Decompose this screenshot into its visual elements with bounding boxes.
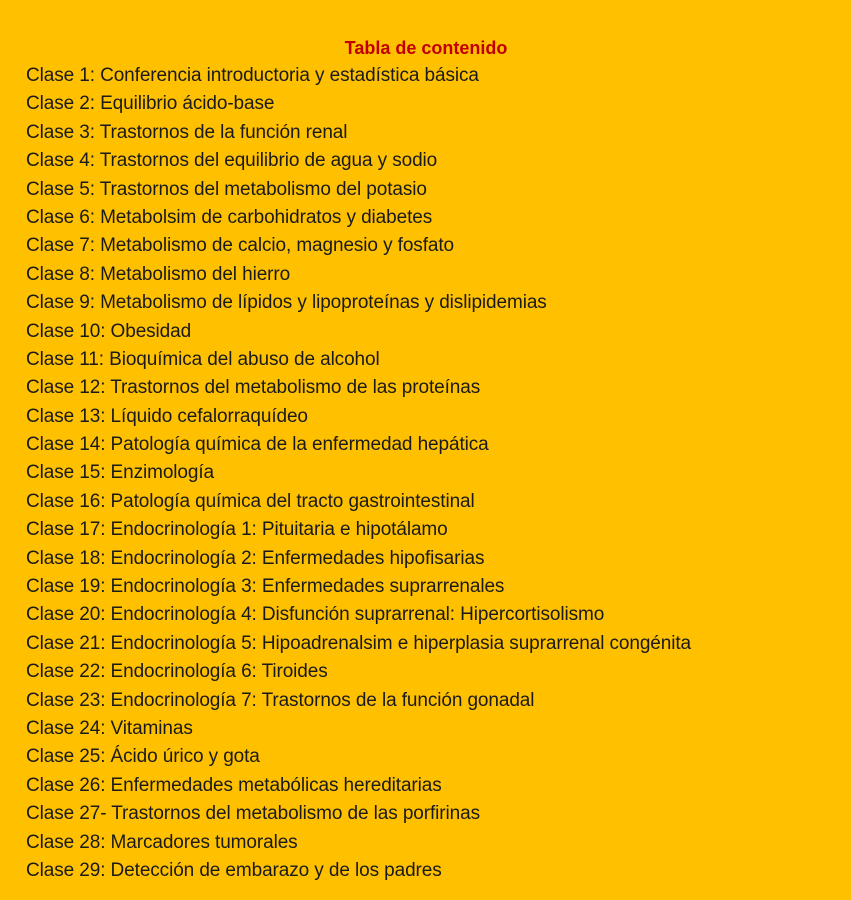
toc-entry-4: Clase 4: Trastornos del equilibrio de agua y sodio xyxy=(26,150,438,172)
toc-entry-15: Clase 15: Enzimología xyxy=(26,462,215,484)
toc-entry-21: Clase 21: Endocrinología 5: Hipoadrenalsim e hiperplasia suprarrenal congénita xyxy=(26,632,691,654)
toc-list xyxy=(26,62,851,885)
toc-entry-20: Clase 20: Endocrinología 4: Disfunción suprarrenal: Hipercortisolismo xyxy=(26,604,605,626)
toc-entry-3: Clase 3: Trastornos de la función renal xyxy=(26,121,348,143)
toc-entry-9: Clase 9: Metabolismo de lípidos y lipoproteínas y dislipidemias xyxy=(26,292,547,314)
toc-entry-16: Clase 16: Patología química del tracto gastrointestinal xyxy=(26,490,475,512)
toc-entry-29: Clase 29: Detección de embarazo y de los padres xyxy=(26,859,442,881)
toc-entry-7: Clase 7: Metabolismo de calcio, magnesio y fosfato xyxy=(26,235,454,257)
toc-entry-27: Clase 27- Trastornos del metabolismo de las porfirinas xyxy=(26,803,480,825)
toc-entry-26: Clase 26: Enfermedades metabólicas hereditarias xyxy=(26,774,442,796)
toc-entry-22: Clase 22: Endocrinología 6: Tiroides xyxy=(26,661,328,683)
toc-entry-24: Clase 24: Vitaminas xyxy=(26,717,193,739)
toc-entry-8: Clase 8: Metabolismo del hierro xyxy=(26,263,291,285)
toc-entry-18: Clase 18: Endocrinología 2: Enfermedades hipofisarias xyxy=(26,547,485,569)
toc-entry-1: Clase 1: Conferencia introductoria y estadística básica xyxy=(26,65,479,86)
toc-entry-11: Clase 11: Bioquímica del abuso de alcohol xyxy=(26,348,380,370)
toc-entry-10: Clase 10: Obesidad xyxy=(26,320,192,342)
toc-title: Tabla de contenido xyxy=(344,38,508,58)
toc-entry-6: Clase 6: Metabolsim de carbohidratos y diabetes xyxy=(26,206,433,228)
toc-entry-25: Clase 25: Ácido úrico y gota xyxy=(26,746,260,768)
toc-entry-19: Clase 19: Endocrinología 3: Enfermedades suprarrenales xyxy=(26,576,505,598)
toc-entry-2: Clase 2: Equilibrio ácido-base xyxy=(26,93,275,115)
toc-entry-23: Clase 23: Endocrinología 7: Trastornos de la función gonadal xyxy=(26,689,535,711)
toc-entry-5: Clase 5: Trastornos del metabolismo del potasio xyxy=(26,178,427,200)
toc-entry-14: Clase 14: Patología química de la enfermedad hepática xyxy=(26,434,489,456)
toc-entry-13: Clase 13: Líquido cefalorraquídeo xyxy=(26,405,308,427)
toc-entry-17: Clase 17: Endocrinología 1: Pituitaria e hipotálamo xyxy=(26,519,448,541)
toc-entry-28: Clase 28: Marcadores tumorales xyxy=(26,831,298,853)
toc-entry-12: Clase 12: Trastornos del metabolismo de las proteínas xyxy=(26,377,481,399)
